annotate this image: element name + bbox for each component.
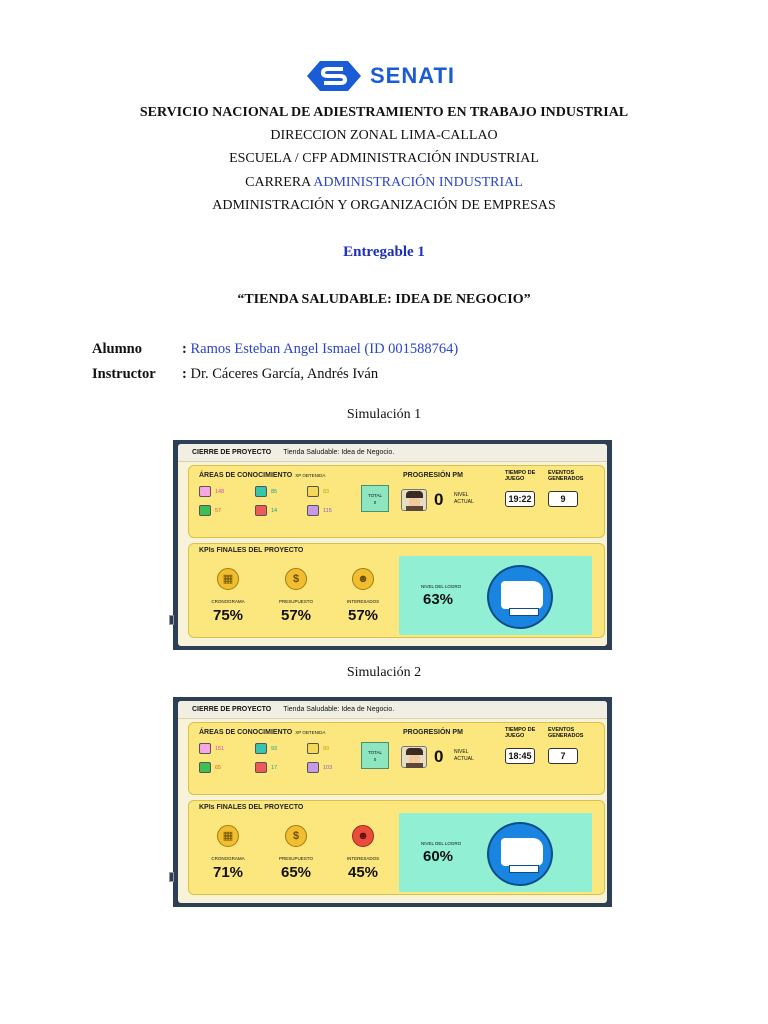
total-value: 0 — [373, 500, 377, 505]
kpi-label: CRONOGRAMA — [211, 599, 245, 604]
dollar-icon: $ — [285, 825, 307, 847]
student-label: Alumno — [92, 341, 142, 357]
sim-topbar-project: Tienda Saludable: Idea de Negocio. — [283, 449, 395, 456]
area-value: 85 — [271, 489, 278, 495]
areas-panel — [188, 465, 605, 538]
kpi-label: INTERESADOS — [346, 856, 380, 861]
area-value: 151 — [215, 746, 225, 752]
schedule-icon — [255, 486, 267, 497]
stakeholder-icon — [307, 762, 319, 773]
total-label: TOTAL — [367, 750, 383, 755]
schedule-icon — [255, 743, 267, 754]
dollar-icon: $ — [285, 568, 307, 590]
achievement-panel — [399, 556, 592, 635]
senati-logo-icon — [306, 60, 362, 92]
side-tab-icon — [169, 615, 174, 625]
kpi-label: PRESUPUESTO — [279, 599, 313, 604]
career — [0, 175, 768, 191]
achievement-label: NIVEL DEL LOGRO — [421, 841, 462, 846]
time-value: 19:22 — [505, 491, 535, 507]
total-box — [361, 742, 389, 769]
area-value: 103 — [323, 765, 333, 771]
level-label: NIVEL ACTUAL — [454, 492, 474, 505]
deliverable-title: Entregable 1 — [343, 244, 425, 260]
areas-title: ÁREAS DE CONOCIMIENTO XP OBTENIDA — [199, 472, 326, 479]
sim-window — [178, 444, 607, 646]
kpi-panel — [188, 800, 605, 895]
kpi-title: KPIs FINALES DEL PROYECTO — [199, 547, 304, 554]
events-label: EVENTOS GENERADOS — [548, 470, 584, 482]
risk-icon — [255, 505, 267, 516]
kpi-label: INTERESADOS — [346, 599, 380, 604]
achievement-value: 63% — [423, 591, 454, 608]
achievement-value: 60% — [423, 848, 454, 865]
events-label: EVENTOS GENERADOS — [548, 727, 584, 739]
kpi-value: 45% — [347, 864, 379, 881]
level-value: 0 — [434, 747, 444, 766]
instructor-row — [92, 366, 378, 383]
area-value: 89 — [323, 746, 330, 752]
senati-logo — [306, 60, 455, 92]
avatar — [401, 489, 427, 511]
scope-icon — [199, 743, 211, 754]
kpi-value: 65% — [280, 864, 312, 881]
time-label: TIEMPO DE JUEGO — [505, 470, 536, 482]
kpi-value: 57% — [347, 607, 379, 624]
zonal-direction: DIRECCION ZONAL LIMA-CALLAO — [270, 128, 498, 143]
progress-title: PROGRESIÓN PM — [403, 472, 463, 479]
area-value: 148 — [215, 489, 225, 495]
achievement-panel — [399, 813, 592, 892]
time-label: TIEMPO DE JUEGO — [505, 727, 536, 739]
achievement-label: NIVEL DEL LOGRO — [421, 584, 462, 589]
institution-name: SERVICIO NACIONAL DE ADIESTRAMIENTO EN TRABAJO INDUSTRIAL — [139, 105, 629, 120]
area-value: 17 — [271, 765, 278, 771]
kpi-label: PRESUPUESTO — [279, 856, 313, 861]
student-colon: : — [182, 341, 187, 357]
sim-topbar — [178, 701, 607, 719]
area-value: 65 — [215, 765, 222, 771]
career-prefix: CARRERA — [245, 175, 314, 190]
kpi-value: 75% — [212, 607, 244, 624]
areas-panel — [188, 722, 605, 795]
student-value: Ramos Esteban Angel Ismael (ID 001588764) — [190, 341, 459, 357]
events-value: 9 — [548, 491, 578, 507]
risk-icon — [255, 762, 267, 773]
stakeholder-icon — [307, 505, 319, 516]
total-value: 0 — [373, 757, 377, 762]
area-value: 115 — [323, 508, 332, 514]
total-label: TOTAL — [367, 493, 383, 498]
logo-text: SENATI — [370, 63, 456, 88]
areas-subtitle: XP OBTENIDA — [295, 730, 326, 735]
calendar-icon: ▦ — [217, 568, 239, 590]
area-value: 57 — [215, 508, 222, 514]
simulation-caption-1: Simulación 1 — [346, 407, 422, 422]
instructor-value: Dr. Cáceres García, Andrés Iván — [190, 366, 379, 382]
thumbs-icon — [487, 565, 553, 629]
kpi-title: KPIs FINALES DEL PROYECTO — [199, 804, 304, 811]
area-value: 83 — [323, 489, 330, 495]
quality-icon — [307, 486, 319, 497]
cost-icon — [199, 762, 211, 773]
kpi-panel — [188, 543, 605, 638]
simulation-screenshot-2 — [173, 697, 612, 907]
people-icon: ☻ — [352, 825, 374, 847]
course: ADMINISTRACIÓN Y ORGANIZACIÓN DE EMPRESAS — [212, 198, 556, 213]
cost-icon — [199, 505, 211, 516]
progress-title: PROGRESIÓN PM — [403, 729, 463, 736]
simulation-screenshot-1 — [173, 440, 612, 650]
quality-icon — [307, 743, 319, 754]
area-value: 14 — [271, 508, 278, 514]
areas-subtitle: XP OBTENIDA — [295, 473, 326, 478]
sim-topbar-title: CIERRE DE PROYECTO — [192, 449, 272, 456]
time-value: 18:45 — [505, 748, 535, 764]
side-tab-icon — [169, 872, 174, 882]
areas-title: ÁREAS DE CONOCIMIENTO XP OBTENIDA — [199, 729, 326, 736]
career-value: ADMINISTRACIÓN INDUSTRIAL — [313, 175, 523, 190]
sim-topbar-project: Tienda Saludable: Idea de Negocio. — [283, 706, 395, 713]
sim-topbar-title: CIERRE DE PROYECTO — [192, 706, 272, 713]
sim-topbar — [178, 444, 607, 462]
scope-icon — [199, 486, 211, 497]
sim-window — [178, 701, 607, 903]
instructor-colon: : — [182, 366, 187, 382]
kpi-label: CRONOGRAMA — [211, 856, 245, 861]
student-row — [92, 341, 458, 358]
events-value: 7 — [548, 748, 578, 764]
kpi-value: 71% — [212, 864, 244, 881]
level-label: NIVEL ACTUAL — [454, 749, 474, 762]
kpi-value: 57% — [280, 607, 312, 624]
total-box — [361, 485, 389, 512]
project-title: “TIENDA SALUDABLE: IDEA DE NEGOCIO” — [237, 292, 531, 307]
level-value: 0 — [434, 490, 444, 509]
people-icon: ☻ — [352, 568, 374, 590]
calendar-icon: ▦ — [217, 825, 239, 847]
avatar — [401, 746, 427, 768]
thumbs-icon — [487, 822, 553, 886]
simulation-caption-2: Simulación 2 — [346, 665, 422, 680]
instructor-label: Instructor — [92, 366, 156, 382]
area-value: 93 — [271, 746, 278, 752]
school: ESCUELA / CFP ADMINISTRACIÓN INDUSTRIAL — [229, 151, 539, 166]
